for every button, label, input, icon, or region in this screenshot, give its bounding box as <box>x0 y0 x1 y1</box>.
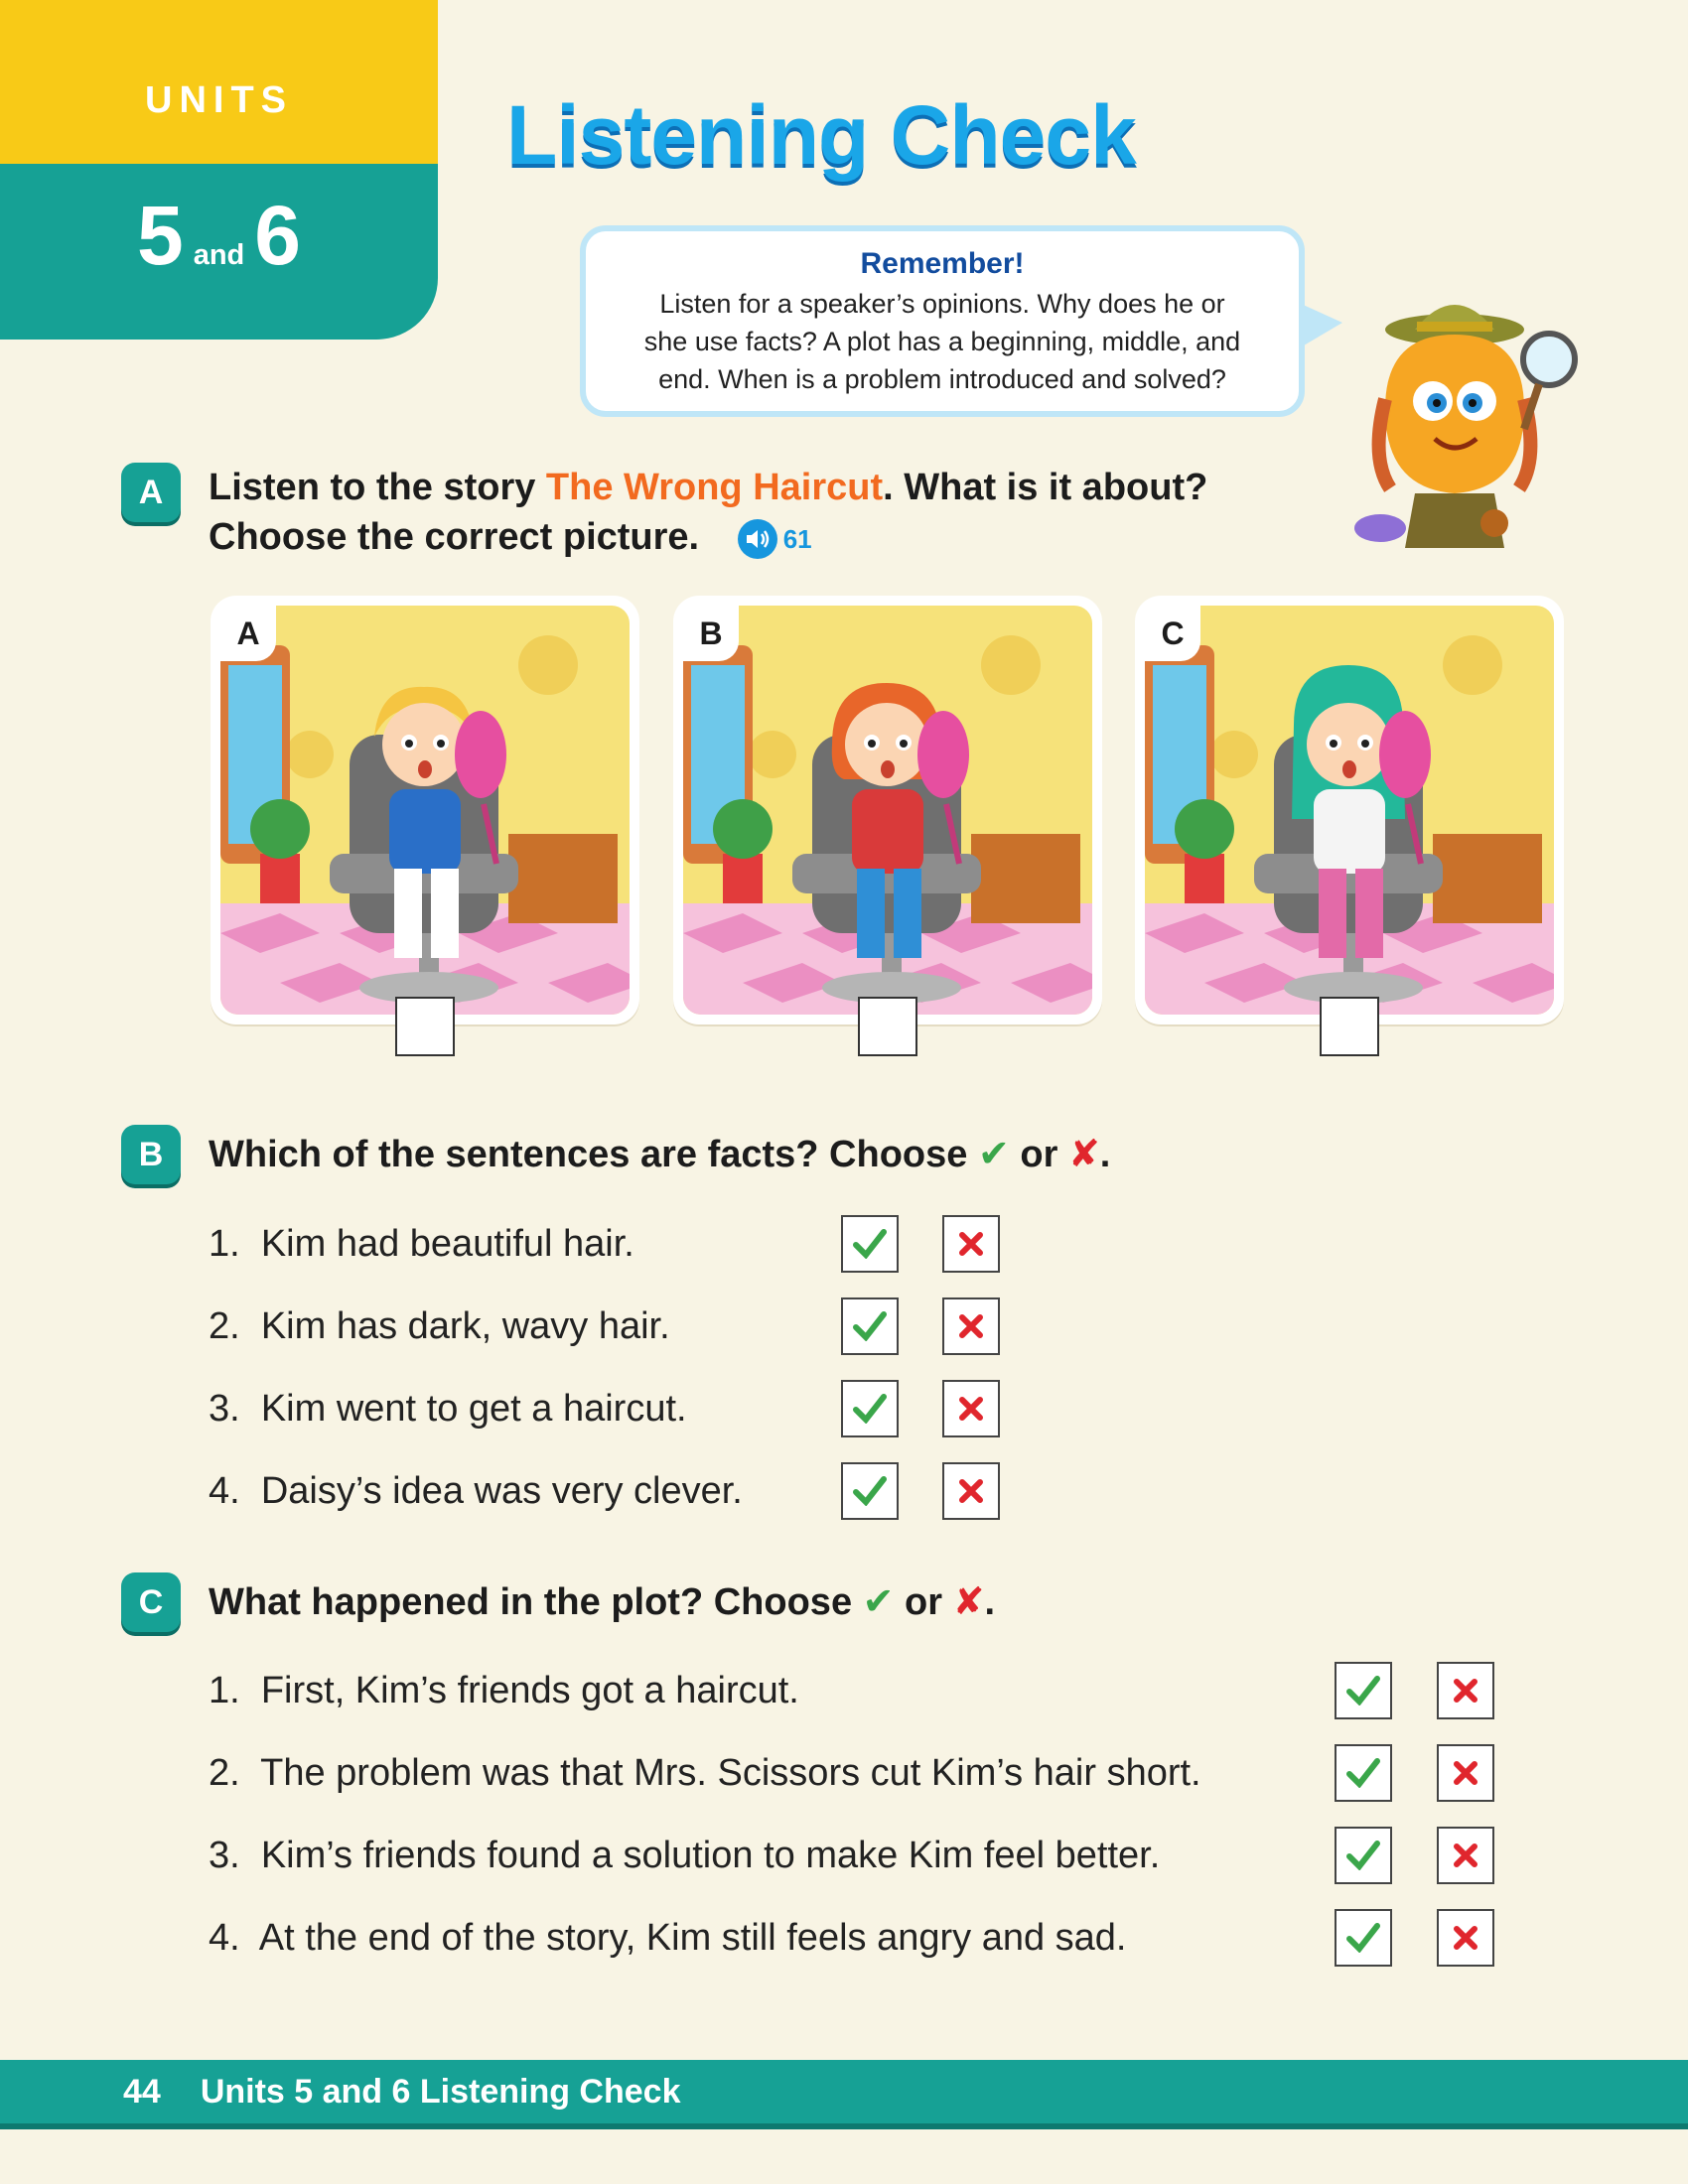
tick-checkbox[interactable] <box>1335 1744 1392 1802</box>
picture-card <box>211 596 639 1024</box>
statement-text: Kim’s friends found a solution to make Kim feel better. <box>260 1835 1161 1876</box>
tick-icon <box>853 1394 887 1424</box>
section-a-line-1-end: . What is it about? <box>883 467 1208 508</box>
section-b-prompt-start: Which of the sentences are facts? Choose <box>209 1134 978 1175</box>
tick-icon <box>853 1311 887 1341</box>
cross-checkbox[interactable] <box>1437 1662 1494 1719</box>
cross-checkbox[interactable] <box>1437 1744 1494 1802</box>
section-a-instruction: Choose the correct picture. <box>209 516 700 558</box>
unit-numbers <box>0 164 438 340</box>
cross-symbol: ✘ <box>952 1581 985 1623</box>
tick-icon <box>1346 1923 1380 1953</box>
picture-letter: C <box>1145 606 1200 661</box>
picture-letter: A <box>220 606 276 661</box>
statement-row <box>209 1466 743 1516</box>
tick-checkbox[interactable] <box>841 1462 899 1520</box>
story-title: The Wrong Haircut <box>545 467 884 508</box>
section-b-prompt-end: . <box>1099 1134 1111 1175</box>
section-a-line-1 <box>209 463 1207 512</box>
audio-track-button[interactable] <box>738 514 812 564</box>
statement-row <box>209 1913 1126 1963</box>
section-b-prompt-or: or <box>1009 1134 1068 1175</box>
cross-checkbox[interactable] <box>942 1380 1000 1437</box>
cross-checkbox[interactable] <box>1437 1909 1494 1967</box>
statement-row <box>209 1219 634 1269</box>
remember-bubble <box>580 225 1305 417</box>
statement-number: 4. <box>209 1470 240 1512</box>
statement-row <box>209 1748 1201 1798</box>
statement-number: 1. <box>209 1670 240 1711</box>
statement-number: 2. <box>209 1752 240 1794</box>
picture-answer-checkbox[interactable] <box>858 997 917 1056</box>
speaker-icon <box>738 519 777 559</box>
page-number: 44 <box>123 2072 161 2111</box>
statement-row <box>209 1384 687 1433</box>
unit-second-number: 6 <box>254 189 301 282</box>
tick-checkbox[interactable] <box>841 1215 899 1273</box>
cross-checkbox[interactable] <box>942 1462 1000 1520</box>
statement-text: Kim had beautiful hair. <box>260 1223 634 1265</box>
section-a-line-2 <box>209 512 1207 564</box>
cross-icon <box>1453 1678 1478 1704</box>
tick-symbol: ✔ <box>977 1134 1010 1175</box>
cross-icon <box>1453 1925 1478 1951</box>
statement-number: 3. <box>209 1835 240 1876</box>
picture-letter: B <box>683 606 739 661</box>
cross-checkbox[interactable] <box>1437 1827 1494 1884</box>
cross-icon <box>1453 1760 1478 1786</box>
unit-first-number: 5 <box>137 189 184 282</box>
remember-line-3: end. When is a problem introduced and solved? <box>658 364 1226 394</box>
section-c-prompt <box>209 1577 995 1627</box>
page-title: Listening Check <box>506 88 1136 182</box>
statement-text: Kim went to get a haircut. <box>260 1388 687 1430</box>
remember-title: Remember! <box>860 247 1025 280</box>
statement-number: 2. <box>209 1305 240 1347</box>
section-b-prompt <box>209 1130 1110 1179</box>
tick-icon <box>853 1229 887 1259</box>
tick-symbol: ✔ <box>862 1581 895 1623</box>
cross-symbol: ✘ <box>1067 1134 1100 1175</box>
cross-icon <box>958 1396 984 1422</box>
section-c-badge: C <box>121 1572 181 1632</box>
footer-text: Units 5 and 6 Listening Check <box>200 2072 681 2111</box>
tick-icon <box>853 1476 887 1506</box>
remember-line-2: she use facts? A plot has a beginning, middle, and <box>643 327 1241 356</box>
haircut-scene-illustration <box>1145 606 1554 1015</box>
tick-icon <box>1346 1841 1380 1870</box>
statement-text: The problem was that Mrs. Scissors cut Kim’s hair short. <box>260 1752 1201 1794</box>
picture-card <box>1135 596 1564 1024</box>
tick-checkbox[interactable] <box>1335 1827 1392 1884</box>
page-footer <box>0 2060 1688 2129</box>
tick-checkbox[interactable] <box>1335 1662 1392 1719</box>
haircut-scene-illustration <box>683 606 1092 1015</box>
statement-text: Kim has dark, wavy hair. <box>260 1305 670 1347</box>
remember-line-1: Listen for a speaker’s opinions. Why does he or <box>659 289 1225 319</box>
section-c-prompt-end: . <box>984 1581 996 1623</box>
statement-number: 1. <box>209 1223 240 1265</box>
cross-icon <box>958 1313 984 1339</box>
section-a-prompt <box>209 463 1207 564</box>
unit-tab <box>0 0 438 340</box>
statement-number: 3. <box>209 1388 240 1430</box>
unit-tab-label-area <box>0 0 438 164</box>
remember-body <box>586 285 1299 398</box>
detective-mascot-illustration <box>1345 290 1584 568</box>
statement-number: 4. <box>209 1917 240 1959</box>
cross-icon <box>1453 1843 1478 1868</box>
cross-checkbox[interactable] <box>942 1297 1000 1355</box>
statement-text: At the end of the story, Kim still feels angry and sad. <box>258 1917 1127 1959</box>
cross-icon <box>958 1231 984 1257</box>
statement-row <box>209 1666 799 1715</box>
tick-icon <box>1346 1758 1380 1788</box>
statement-text: First, Kim’s friends got a haircut. <box>260 1670 799 1711</box>
tick-checkbox[interactable] <box>841 1297 899 1355</box>
section-c-prompt-or: or <box>894 1581 953 1623</box>
tick-checkbox[interactable] <box>841 1380 899 1437</box>
unit-tab-label: UNITS <box>145 79 293 121</box>
tick-icon <box>1346 1676 1380 1706</box>
picture-answer-checkbox[interactable] <box>395 997 455 1056</box>
haircut-scene-illustration <box>220 606 630 1015</box>
cross-checkbox[interactable] <box>942 1215 1000 1273</box>
section-b-badge: B <box>121 1125 181 1184</box>
picture-answer-checkbox[interactable] <box>1320 997 1379 1056</box>
audio-track-number: 61 <box>782 523 812 554</box>
section-a-line-1-start: Listen to the story <box>209 467 546 508</box>
picture-card <box>673 596 1102 1024</box>
tick-checkbox[interactable] <box>1335 1909 1392 1967</box>
statement-text: Daisy’s idea was very clever. <box>260 1470 743 1512</box>
cross-icon <box>958 1478 984 1504</box>
section-c-prompt-start: What happened in the plot? Choose <box>209 1581 863 1623</box>
section-a-badge: A <box>121 463 181 522</box>
unit-connector: and <box>193 239 245 271</box>
statement-row <box>209 1301 670 1351</box>
statement-row <box>209 1831 1160 1880</box>
